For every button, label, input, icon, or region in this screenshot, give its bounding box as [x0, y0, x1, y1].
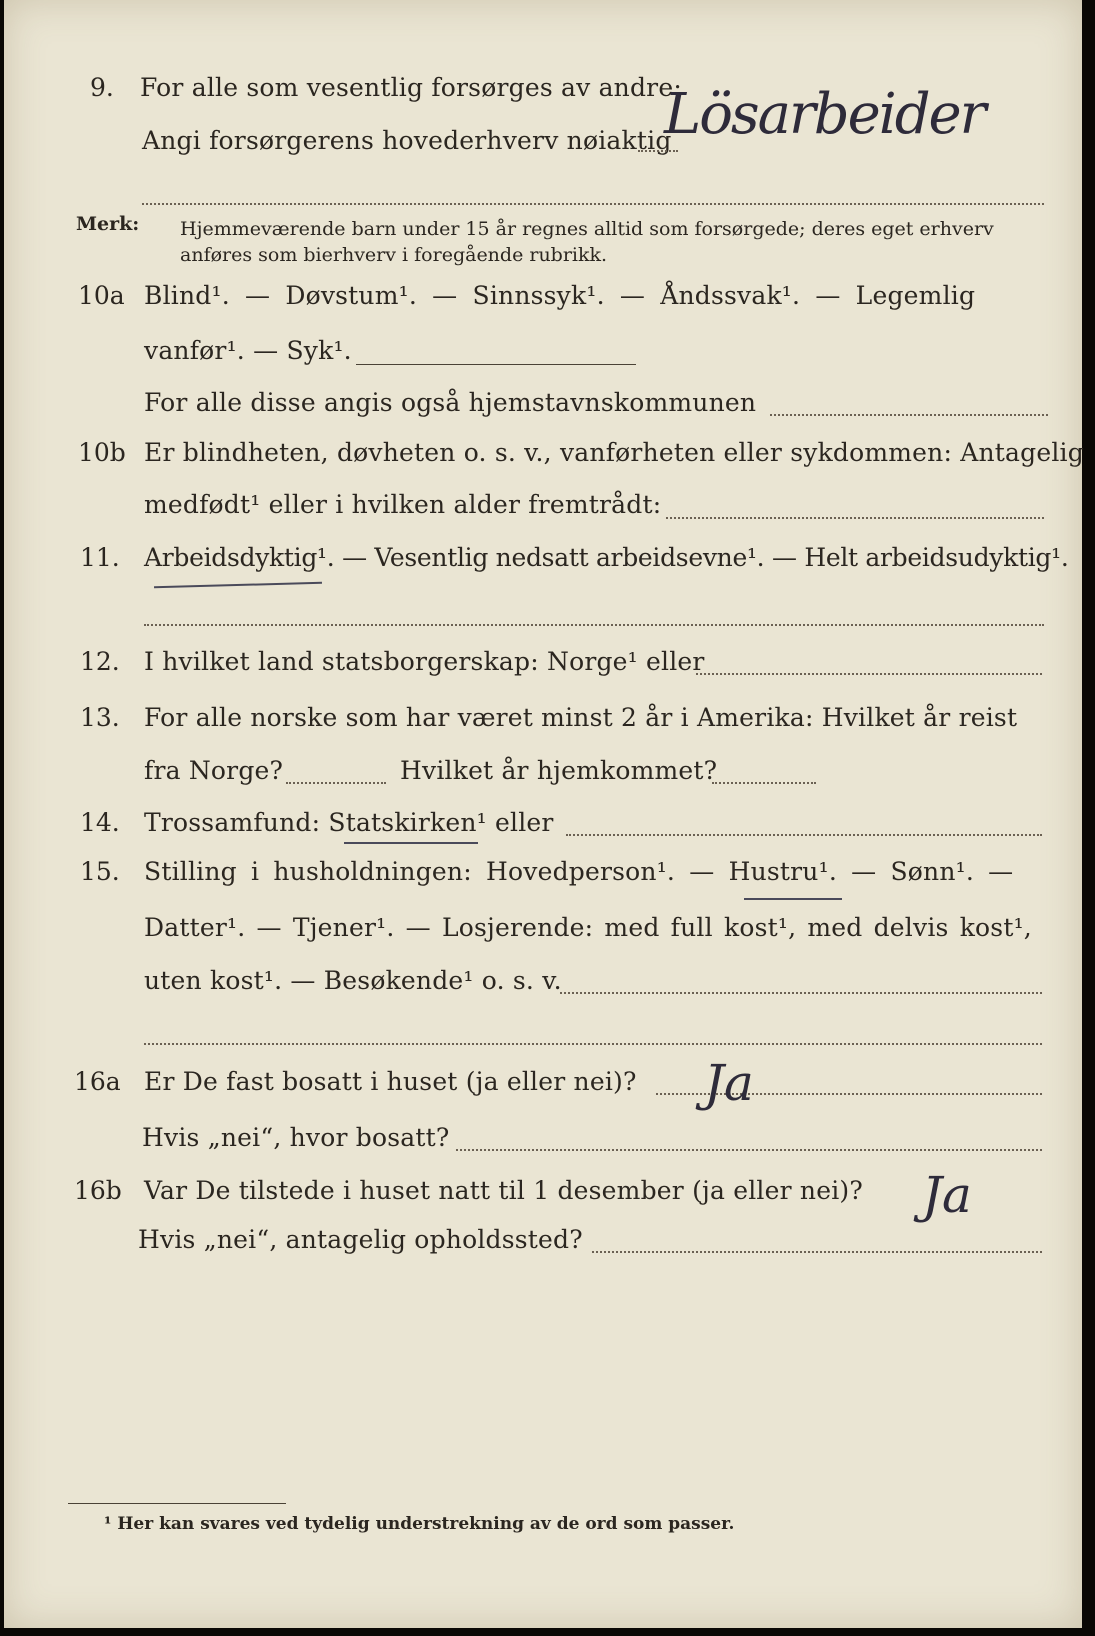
q15-extra-dotline [144, 1043, 1042, 1045]
q10a-line2: vanfør¹. — Syk¹. [144, 336, 352, 365]
q16b-handwritten-answer: Ja [922, 1166, 972, 1224]
q10a-line3: For alle disse angis også hjemstavnskommunen [144, 388, 757, 417]
q10b-line2: medfødt¹ eller i hvilken alder fremtrådt: [144, 490, 662, 519]
footnote-text: ¹ Her kan svares ved tydelig understrekning av de ord som passer. [104, 1514, 735, 1534]
q16b-whereabouts-dotline [592, 1251, 1042, 1253]
q10a-line1: Blind¹. — Døvstum¹. — Sinnssyk¹. — Åndssvak¹. — Legemlig [144, 281, 976, 310]
q15-line2: Datter¹. — Tjener¹. — Losjerende: med full kost¹, med delvis kost¹, [144, 913, 1032, 942]
q16a-line2: Hvis „nei“, hvor bosatt? [142, 1123, 450, 1152]
q13-line2b: Hvilket år hjemkommet? [400, 756, 718, 785]
q10a-hometown-dotline [770, 414, 1048, 416]
q12-line1: I hvilket land statsborgerskap: Norge¹ eller [144, 647, 705, 676]
q14-handwritten-underline [344, 842, 478, 844]
merk-line1: Hjemmeværende barn under 15 år regnes alltid som forsørgede; deres eget erhverv [180, 218, 994, 240]
item-number-14: 14. [80, 808, 120, 837]
q10b-line1: Er blindheten, døvheten o. s. v., vanførheten eller sykdommen: Antagelig [144, 438, 1084, 467]
item-number-12: 12. [80, 647, 120, 676]
q9-handwritten-answer: Lösarbeider [664, 82, 985, 147]
item-number-10a: 10a [78, 281, 125, 310]
item-number-16a: 16a [74, 1067, 121, 1096]
item-number-13: 13. [80, 703, 120, 732]
q11-handwritten-underline [154, 582, 322, 588]
q13-departure-dotline [286, 782, 386, 784]
census-form-page [4, 0, 1082, 1628]
q15-line1: Stilling i husholdningen: Hovedperson¹. — Hustru¹. — Sønn¹. — [144, 857, 1014, 886]
q11-line1: Arbeidsdyktig¹. — Vesentlig nedsatt arbeidsevne¹. — Helt arbeidsudyktig¹. [144, 543, 1069, 572]
q10b-answer-dotline [666, 517, 1044, 519]
footnote-rule [68, 1503, 286, 1504]
item-number-11: 11. [80, 543, 120, 572]
item-number-9: 9. [90, 73, 114, 102]
q9-answer-dotline [638, 150, 678, 152]
merk-label: Merk: [76, 213, 140, 235]
item-number-10b: 10b [78, 438, 126, 467]
q16b-line1: Var De tilstede i huset natt til 1 desember (ja eller nei)? [144, 1176, 863, 1205]
q16a-residence-dotline [456, 1149, 1042, 1151]
item-number-16b: 16b [74, 1176, 122, 1205]
q16a-line1: Er De fast bosatt i huset (ja eller nei)? [144, 1067, 637, 1096]
q9-line2: Angi forsørgerens hovederhverv nøiaktig [142, 126, 672, 155]
q14-answer-dotline [566, 834, 1042, 836]
q16b-line2: Hvis „nei“, antagelig opholdssted? [138, 1225, 583, 1254]
q9-line1: For alle som vesentlig forsørges av andre: [140, 73, 682, 102]
q13-return-dotline [712, 782, 816, 784]
q10a-answer-line [356, 364, 636, 365]
q13-line2a: fra Norge? [144, 756, 284, 785]
q12-answer-dotline [696, 673, 1042, 675]
q15-line3: uten kost¹. — Besøkende¹ o. s. v. [144, 966, 562, 995]
q13-line1: For alle norske som har været minst 2 år i Amerika: Hvilket år reist [144, 703, 1018, 732]
merk-line2: anføres som bierhverv i foregående rubrikk. [180, 244, 608, 266]
q15-answer-dotline [560, 992, 1042, 994]
item-number-15: 15. [80, 857, 120, 886]
q11-extra-dotline [144, 624, 1044, 626]
q16a-handwritten-answer: Ja [704, 1054, 754, 1112]
q14-line1: Trossamfund: Statskirken¹ eller [144, 808, 554, 837]
q9-extra-dotline [142, 203, 1044, 205]
q15-handwritten-underline [744, 898, 842, 900]
